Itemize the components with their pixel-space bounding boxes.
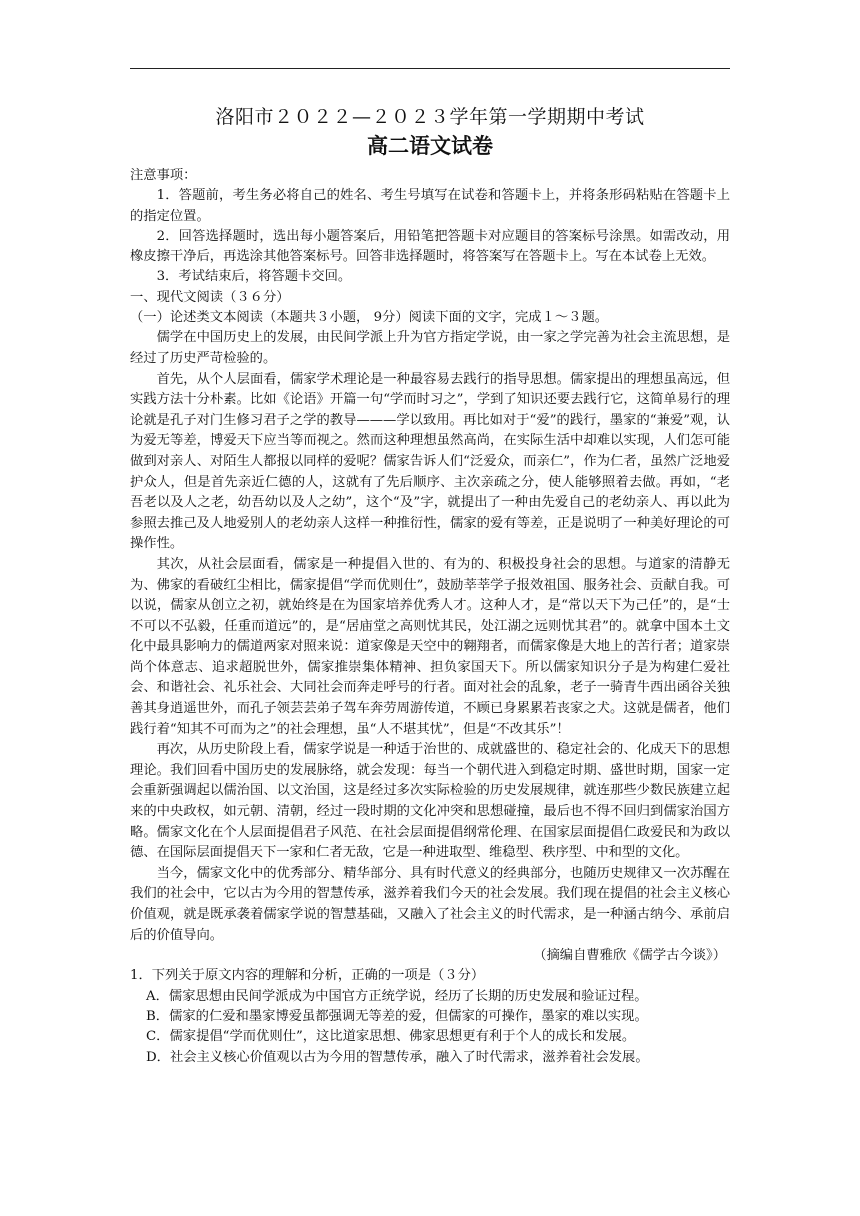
passage-paragraph: 儒学在中国历史上的发展，由民间学派上升为官方指定学说，由一家之学完善为社会主流思想，是经过了历史严苛检验的。 — [130, 330, 730, 366]
passage-paragraph: 当今，儒家文化中的优秀部分、精华部分、具有时代意义的经典部分，也随历史规律又一次苏醒在我们的社会中，它以古为今用的智慧传承，滋养着我们今天的社会发展。我们现在提倡的社会主义核心价值观，就是既承袭着儒家学说的智慧基础，又融入了社会主义的时代需求，是一种涵古纳今、承前启后的价值导向。 — [130, 865, 730, 943]
passage-source: （摘编自曹雅欣《儒学古今谈》） — [533, 948, 726, 964]
question-option-c: C．儒家提倡“学而优则仕”，这比道家思想、佛家思想更有利于个人的成长和发展。 — [146, 1029, 636, 1045]
question-option-d: D．社会主义核心价值观以古为今用的智慧传承，融入了时代需求，滋养着社会发展。 — [146, 1049, 649, 1065]
question-1 — [130, 966, 730, 1067]
passage-paragraph: 其次，从社会层面看，儒家是一种提倡入世的、有为的、积极投身社会的思想。与道家的清静无为、佛家的看破红尘相比，儒家提倡“学而优则仕”，鼓励莘莘学子报效祖国、服务社会、贡献自我。可以说，儒家从创立之初，就始终是在为国家培养优秀人才。这种人才，是“常以天下为己任”的，是“士不可以不弘毅，任重而道远”的，是“居庙堂之高则忧其民，处江湖之远则忧其君”的。就拿中国本土文化中最具影响力的儒道两家对照来说：道家像是天空中的翱翔者，而儒家像是大地上的苦行者；道家崇尚个体意志、追求超脱世外，儒家推崇集体精神、担负家国天下。所以儒家知识分子是为构建仁爱社会、和谐社会、礼乐社会、大同社会而奔走呼号的行者。面对社会的乱象，老子一骑青牛西出函谷关独善其身逍遥世外，而孔子领芸芸弟子驾车奔劳周游传道，不顾已身累累若丧家之犬。这就是儒者，他们践行着“知其不可而为之”的社会理想，虽“人不堪其忧”，但是“不改其乐”！ — [130, 556, 730, 737]
passage-paragraph: 首先，从个人层面看，儒家学术理论是一种最容易去践行的指导思想。儒家提出的理想虽高远，但实践方法十分朴素。比如《论语》开篇一句“学而时习之”，学到了知识还要去践行它，这简单易行的理论就是孔子对门生修习君子之学的教导———学以致用。再比如对于“爱”的践行，墨家的“兼爱”观，认为爱无等差，博爱天下应当等而视之。然而这种理想虽然高尚，在实际生活中却难以实现，人们怎可能做到对亲人、对陌生人都报以同样的爱呢？儒家告诉人们“泛爱众，而亲仁”，作为仁者，虽然广泛地爱护众人，但是首先亲近仁德的人，这就有了先后顺序、主次亲疏之分，使人能够照着去做。再如，“老吾老以及人之老，幼吾幼以及人之幼”，这个“及”字，就提出了一种由先爱自己的老幼亲人、再以此为参照去推己及人地爱别人的老幼亲人这样一种推衍性，儒家的爱有等差，正是说明了一种美好理论的可操作性。 — [130, 371, 730, 552]
notes-item: 1．答题前，考生务必将自己的姓名、考生号填写在试卷和答题卡上，并将条形码粘贴在答题卡上的指定位置。 — [130, 188, 730, 224]
question-option-a: A．儒家思想由民间学派成为中国官方正统学说，经历了长期的历史发展和验证过程。 — [146, 988, 648, 1004]
exam-title: 洛阳市２０２２—２０２３学年第一学期期中考试 — [215, 106, 645, 128]
notes-section — [130, 166, 730, 288]
exam-page — [130, 102, 730, 1068]
notes-item: 2．回答选择题时，选出每小题答案后，用铅笔把答题卡对应题目的答案标号涂黑。如需改动，用橡皮擦干净后，再选涂其他答案标号。回答非选择题时，将答案写在答题卡上。写在本试卷上无效。 — [130, 228, 730, 265]
exam-subtitle: 高二语文试卷 — [367, 133, 493, 158]
question-stem: 1．下列关于原文内容的理解和分析，正确的一项是（３分） — [130, 968, 485, 984]
passage-paragraph: 再次，从历史阶段上看，儒家学说是一种适于治世的、成就盛世的、稳定社会的、化成天下的思想理论。我们回看中国历史的发展脉络，就会发现：每当一个朝代进入到稳定时期、盛世时期，国家一定会重新强调起以儒治国、以文治国，这是经过多次实际检验的历史发展规律，就连那些少数民族建立起来的中央政权，如元朝、清朝，经过一段时期的文化冲突和思想碰撞，最后也不得不回归到儒家治国方略。儒家文化在个人层面提倡君子风范、在社会层面提倡纲常伦理、在国家层面提倡仁政爱民和为政以德、在国际层面提倡天下一家和仁者无敌，它是一种进取型、维稳型、秩序型、中和型的文化。 — [130, 742, 730, 861]
notes-item: 3．考试结束后，将答题卡交回。 — [156, 269, 352, 285]
top-rule — [130, 68, 730, 69]
section-title: 一、现代文阅读（３６分） — [130, 289, 290, 305]
question-option-b: B．儒家的仁爱和墨家博爱虽都强调无等差的爱，但儒家的可操作，墨家的难以实现。 — [146, 1009, 648, 1025]
notes-heading: 注意事项： — [130, 168, 197, 183]
reading-passage — [130, 328, 730, 946]
part-title: （一）论述类文本阅读（本题共３小题， 9分）阅读下面的文字，完成１～３题。 — [130, 310, 609, 326]
